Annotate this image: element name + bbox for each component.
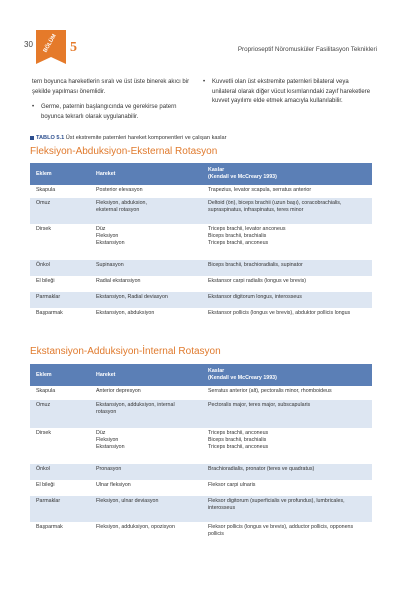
header-movement: Hareket (90, 163, 202, 185)
cell-movement: Ekstansiyon, Radial deviasyon (90, 292, 202, 308)
cell-muscles: Ekstansor carpi radialis (longus ve brevis) (208, 278, 307, 284)
cell-joint: Parmaklar (30, 496, 90, 522)
bullet-text: Kuvvetli olan üst ekstremite paternleri bilateral veya unilateral olarak diğer vücut kısımlarındaki zayıf hareketlere kuvvet yayılımı elde etmek amacıyla kullanılabilir. (212, 79, 371, 104)
cell-muscles: Serratus anterior (alt), pectoralis minor, rhomboideus (208, 388, 332, 394)
cell-movement: Düz Fleksiyon Ekstansiyon (96, 430, 125, 450)
header-joint: Eklem (30, 163, 90, 185)
table-label: TABLO 5.1 (36, 135, 65, 141)
body-paragraph: tern boyunca hareketlerin sıralı ve üst üste binerek akıcı bir şekilde yapılması önemlidir. (32, 79, 190, 95)
cell-movement: Ulnar fleksiyon (96, 482, 131, 488)
cell-movement: Ekstansiyon, adduksiyon, internal rotasyon (90, 400, 202, 428)
table-row (30, 522, 372, 548)
cell-joint: Önkol (30, 464, 90, 480)
table-row (30, 185, 372, 198)
bullet-symbol: • (203, 79, 206, 85)
header-muscles (202, 163, 372, 185)
cell-muscles: Fleksor carpi ulnaris (208, 482, 256, 488)
cell-movement: Supinasyon (90, 260, 202, 276)
cell-muscles: Fleksor pollicis (longus ve brevis), adductor pollicis, opponens pollicis (208, 524, 354, 537)
cell-movement: Düz Fleksiyon Ekstansiyon (96, 226, 125, 246)
table-row (30, 428, 372, 464)
cell-movement: Radial ekstansiyon (96, 278, 141, 284)
caption-square-icon (30, 136, 34, 140)
chapter-number: 5 (70, 40, 77, 55)
table-row (30, 480, 372, 496)
cell-movement: Anterior depresyon (96, 388, 141, 394)
cell-joint: Skapula (36, 187, 56, 193)
table-row (30, 464, 372, 480)
cell-muscles: Triceps brachii, levator anconeus Biceps brachii, brachialis Triceps brachii, anconeus (208, 226, 286, 246)
cell-joint: Dirsek (36, 430, 52, 436)
table-row (30, 198, 372, 224)
cell-joint: Omuz (30, 198, 90, 224)
cell-muscles: Brachioradialis, pronator (teres ve quadratus) (202, 464, 372, 480)
cell-muscles: Deltoid (ön), biceps brachii (uzun başı), coracobrachialis, supraspinatus, infraspinatus, teres minor (202, 198, 372, 224)
table-caption-text: Üst ekstremite paternleri hareket komponentleri ve çalışan kaslar (65, 135, 227, 141)
header-muscles-label: Kaslar (208, 167, 225, 173)
chapter-label: BÖLÜM (42, 33, 58, 54)
cell-joint: Skapula (36, 388, 56, 394)
cell-joint: Başparmak (36, 524, 63, 530)
cell-movement: Posterior elevasyon (96, 187, 143, 193)
bullet-symbol: • (32, 104, 35, 110)
table-header-row (30, 364, 372, 386)
table-row (30, 386, 372, 400)
header-movement: Hareket (90, 364, 202, 386)
running-title: Proprioseptif Nöromusküler Fasilitasyon Teknikleri (237, 46, 377, 53)
left-column (32, 78, 190, 122)
cell-joint: El bileği (36, 482, 55, 488)
table-row (30, 292, 372, 308)
table-row (30, 308, 372, 324)
muscle-table-2 (30, 364, 372, 548)
table-row (30, 496, 372, 522)
cell-joint: El bileği (36, 278, 55, 284)
table-header-row (30, 163, 372, 185)
table-row (30, 260, 372, 276)
cell-movement: Fleksiyon, adduksiyon, opozisyon (96, 524, 175, 530)
section-title: Fleksiyon-Abduksiyon-Eksternal Rotasyon (30, 146, 218, 157)
page-number: 30 (24, 40, 33, 49)
cell-joint: Önkol (30, 260, 90, 276)
cell-joint: Omuz (30, 400, 90, 428)
cell-movement: Ekstansiyon, abduksiyon (96, 310, 155, 316)
table-row (30, 224, 372, 260)
cell-muscles: Ekstansor digitorum longus, interosseus (202, 292, 372, 308)
header-muscles-source: (Kendall ve McCreary 1993) (208, 375, 277, 381)
chapter-ribbon (36, 30, 66, 64)
cell-movement: Fleksiyon, abduksion, eksternal rotasyon (90, 198, 202, 224)
header-muscles-source: (Kendall ve McCreary 1993) (208, 174, 277, 180)
bullet-item (203, 78, 373, 107)
header-joint: Eklem (30, 364, 90, 386)
cell-movement: Pronasyon (90, 464, 202, 480)
cell-movement: Fleksiyon, ulnar deviasyon (90, 496, 202, 522)
bullet-text: Germe, paternin başlangıcında ve gerekirse patern boyunca tekrarlı olarak uygulanabilir. (41, 104, 177, 120)
cell-joint: Parmaklar (30, 292, 90, 308)
table-caption (30, 135, 227, 141)
header-muscles (202, 364, 372, 386)
table-row (30, 400, 372, 428)
table-row (30, 276, 372, 292)
header-muscles-label: Kaslar (208, 368, 225, 374)
cell-muscles: Triceps brachii, anconeus Biceps brachii, brachialis Triceps brachii, anconeus (208, 430, 269, 450)
cell-muscles: Ekstansor pollicis (longus ve brevis), abduktor pollicis longus (208, 310, 351, 316)
cell-muscles: Fleksor digitorum (superficialis ve profundus), lumbricales, interosseus (202, 496, 372, 522)
muscle-table-1 (30, 163, 372, 324)
bullet-item (32, 103, 190, 122)
cell-muscles: Biceps brachii, brachioradialis, supinator (202, 260, 372, 276)
cell-joint: Dirsek (36, 226, 52, 232)
cell-muscles: Trapezius, levator scapula, serratus anterior (208, 187, 312, 193)
cell-muscles: Pectoralis major, teres major, subscapularis (202, 400, 372, 428)
right-column (203, 78, 373, 107)
cell-joint: Başparmak (36, 310, 63, 316)
section-title: Ekstansiyon-Adduksiyon-İnternal Rotasyon (30, 346, 221, 357)
